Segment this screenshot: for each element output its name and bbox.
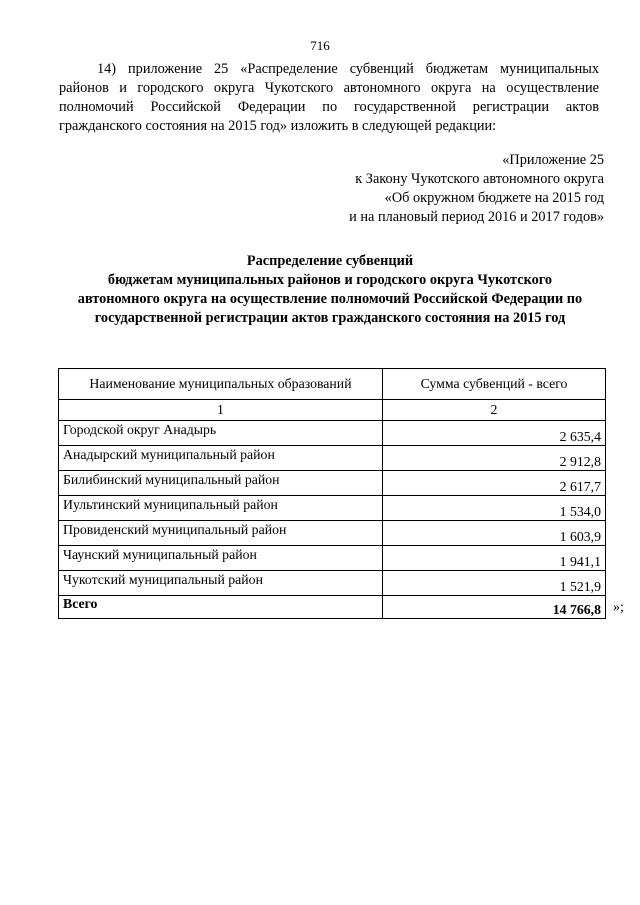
header-municipality: Наименование муниципальных образований: [59, 369, 383, 400]
table-row: [59, 496, 606, 521]
column-number: 1: [59, 400, 383, 421]
title-line: государственной регистрации актов гражданского состояния на 2015 год: [94, 310, 566, 326]
title-line: бюджетам муниципальных районов и городского округа Чукотского: [107, 272, 553, 288]
intro-paragraph: 14) приложение 25 «Распределение субвенций бюджетам муниципальных районов и городского округа Чукотского автономного округа на осуществление полномочий Российской Федерации по государственной регистрации актов гражданского состояния на 2015 год» изложить в следующей редакции:: [59, 61, 599, 134]
title-line: Распределение субвенций: [246, 253, 414, 269]
page-number: 716: [310, 38, 330, 53]
total-amount: 14 766,8: [383, 596, 606, 619]
column-number: 2: [383, 400, 606, 421]
subvention-amount: 1 941,1: [383, 546, 606, 571]
appendix-line: «Приложение 25: [502, 152, 604, 168]
appendix-line: и на плановый период 2016 и 2017 годов»: [349, 209, 604, 225]
table-row: [59, 471, 606, 496]
municipality-name: Городской округ Анадырь: [59, 421, 383, 446]
subvention-amount: 1 521,9: [383, 571, 606, 596]
subvention-amount: 2 912,8: [383, 446, 606, 471]
table-row: [59, 546, 606, 571]
municipality-name: Чаунский муниципальный район: [59, 546, 383, 571]
title-line: автономного округа на осуществление полномочий Российской Федерации по: [77, 291, 583, 307]
municipality-name: Провиденский муниципальный район: [59, 521, 383, 546]
total-label: Всего: [59, 596, 383, 619]
municipality-name: Иультинский муниципальный район: [59, 496, 383, 521]
appendix-line: к Закону Чукотского автономного округа: [355, 171, 604, 187]
table-row: [59, 446, 606, 471]
appendix-line: «Об окружном бюджете на 2015 год: [384, 190, 604, 206]
table-row: [59, 521, 606, 546]
subvention-amount: 1 603,9: [383, 521, 606, 546]
appendix-header: [349, 151, 604, 227]
table-row: [59, 421, 606, 446]
document-title: [50, 252, 610, 328]
table-header-row: [59, 369, 606, 400]
table-row: [59, 571, 606, 596]
subvention-amount: 2 635,4: [383, 421, 606, 446]
subvention-amount: 2 617,7: [383, 471, 606, 496]
total-row: [59, 596, 606, 619]
municipality-name: Чукотский муниципальный район: [59, 571, 383, 596]
column-number-row: [59, 400, 606, 421]
municipality-name: Анадырский муниципальный район: [59, 446, 383, 471]
subvention-amount: 1 534,0: [383, 496, 606, 521]
closing-quote: »;: [613, 600, 624, 615]
municipality-name: Билибинский муниципальный район: [59, 471, 383, 496]
subventions-table: [58, 368, 606, 619]
header-amount: Сумма субвенций - всего: [383, 369, 606, 400]
